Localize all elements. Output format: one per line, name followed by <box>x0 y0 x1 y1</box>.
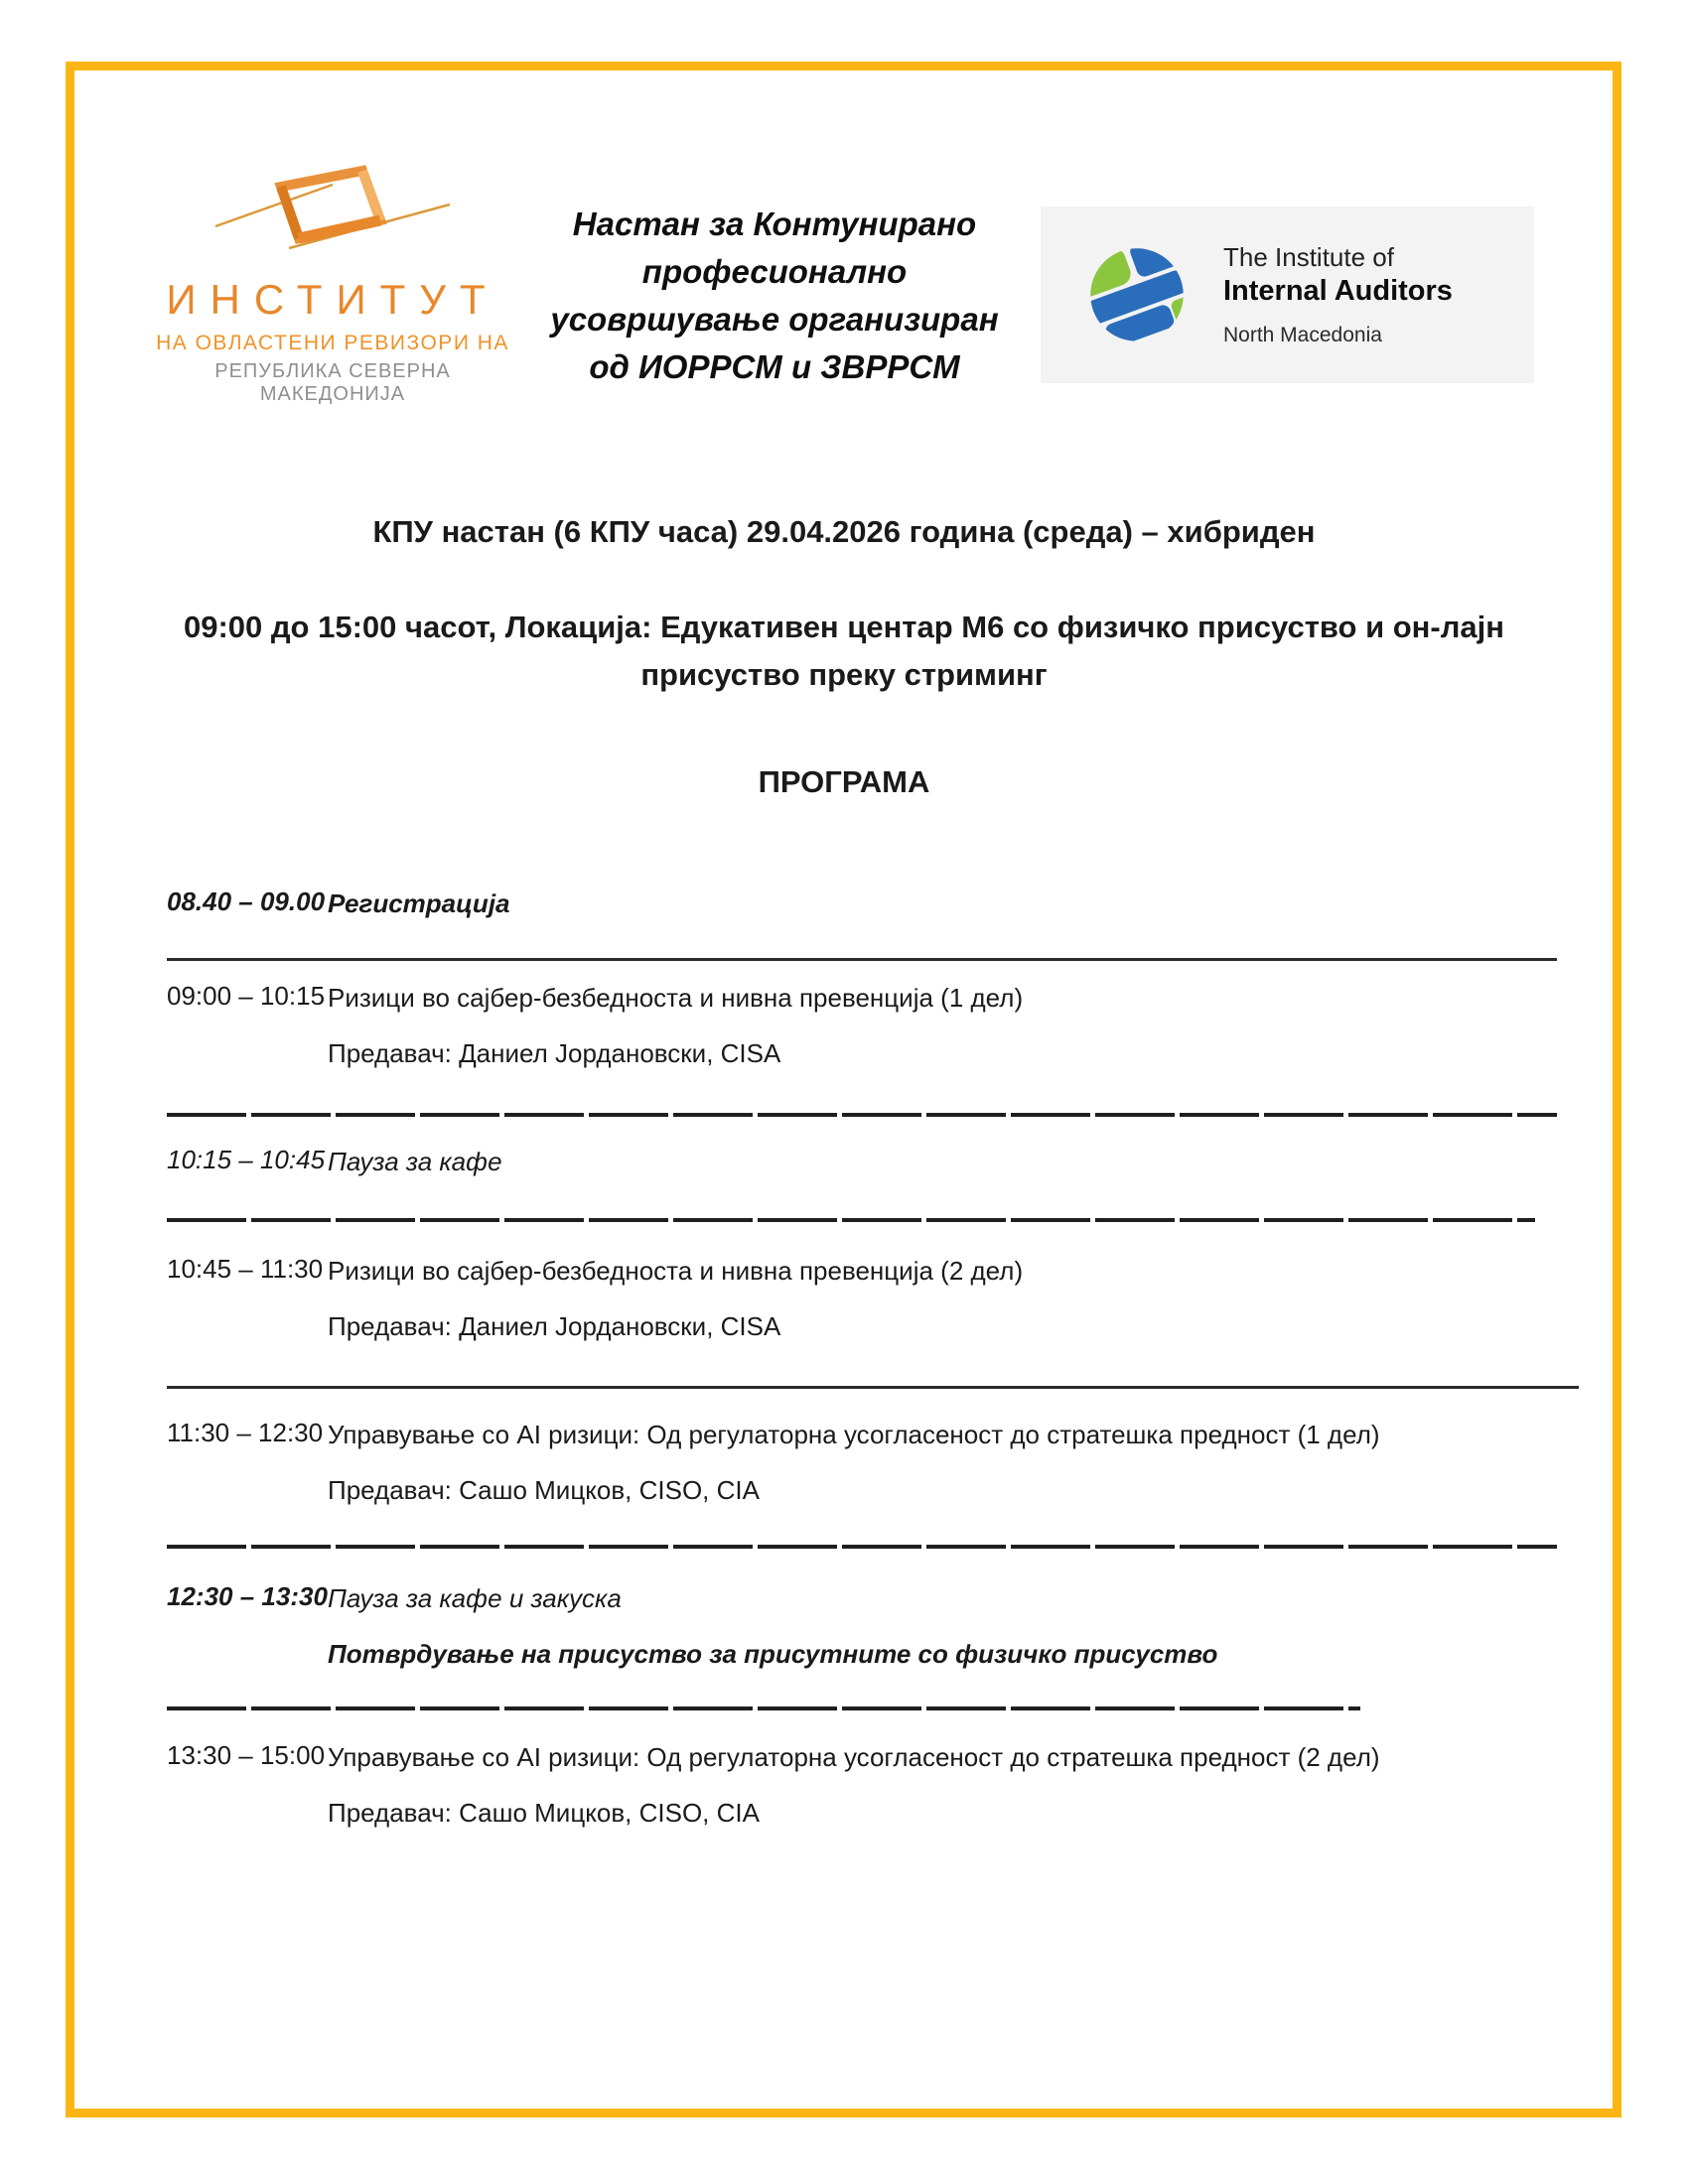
session-title: Пауза за кафе и закуска <box>328 1583 622 1613</box>
event-title: КПУ настан (6 КПУ часа) 29.04.2026 година (среда) – хибриден <box>372 514 1316 549</box>
session-title: Пауза за кафе <box>328 1147 502 1176</box>
institute-logo <box>139 159 526 406</box>
iia-logo-line1: The Institute of <box>1223 242 1394 272</box>
schedule-row <box>167 1740 1579 1830</box>
institute-logo-title: ИНСТИТУТ <box>166 276 499 323</box>
schedule-row <box>167 1581 1579 1671</box>
session-title: Ризици во сајбер-безбедноста и нивна превенција (1 дел) <box>328 983 1024 1013</box>
schedule-row <box>167 1418 1579 1507</box>
time-label: 12:30 – 13:30 <box>167 1581 328 1611</box>
iia-logo <box>1041 206 1534 383</box>
divider <box>167 1545 1557 1549</box>
event-header-line: усовршување организиран <box>550 301 999 338</box>
session-title: Управување со AI ризици: Од регулаторна усогласеност до стратешка предност (2 дел) <box>328 1742 1380 1772</box>
divider <box>167 1113 1557 1117</box>
schedule-row <box>167 1254 1579 1343</box>
session-title: Ризици во сајбер-безбедноста и нивна превенција (2 дел) <box>328 1256 1024 1286</box>
time-label: 13:30 – 15:00 <box>167 1740 326 1770</box>
divider <box>167 1386 1579 1389</box>
divider <box>167 1706 1360 1710</box>
iia-logo-line2: Internal Auditors <box>1223 275 1453 307</box>
event-header-line: Настан за Контунирано <box>572 205 977 242</box>
event-header-line: професионално <box>641 253 908 290</box>
session-note: Потврдување на присуство за присутните со физичко присуство <box>328 1639 1218 1669</box>
divider <box>167 958 1557 961</box>
globe-icon <box>1076 234 1197 355</box>
time-label: 10:45 – 11:30 <box>167 1254 324 1284</box>
session-lecturer: Предавач: Даниел Јордановски, CISA <box>328 1038 781 1068</box>
program-heading: ПРОГРАМА <box>758 764 930 799</box>
iia-logo-line3: North Macedonia <box>1223 324 1382 346</box>
session-lecturer: Предавач: Даниел Јордановски, CISA <box>328 1311 781 1341</box>
event-header-line: од ИОРРСМ и ЗВРРСМ <box>589 348 960 385</box>
schedule-row <box>167 1145 1579 1178</box>
schedule-row <box>167 887 1579 920</box>
schedule-row <box>167 981 1579 1070</box>
time-label: 10:15 – 10:45 <box>167 1145 326 1174</box>
session-title: Регистрација <box>328 888 510 918</box>
event-header-text <box>516 201 1033 391</box>
time-label: 08.40 – 09.00 <box>167 887 326 916</box>
parallelogram-swoosh-icon <box>213 159 452 270</box>
session-lecturer: Предавач: Сашо Мицков, CISO, CIA <box>328 1798 760 1828</box>
institute-logo-subtitle: НА ОВЛАСТЕНИ РЕВИЗОРИ НА <box>156 332 509 354</box>
event-details: 09:00 до 15:00 часот, Локација: Едукативен центар М6 со физичко присуство и он-лајн присуство преку стриминг <box>183 610 1505 692</box>
session-title: Управување со AI ризици: Од регулаторна усогласеност до стратешка предност (1 дел) <box>328 1420 1380 1449</box>
time-label: 09:00 – 10:15 <box>167 981 326 1011</box>
institute-logo-country: РЕПУБЛИКА СЕВЕРНА МАКЕДОНИЈА <box>214 360 451 405</box>
time-label: 11:30 – 12:30 <box>167 1418 324 1447</box>
session-lecturer: Предавач: Сашо Мицков, CISO, CIA <box>328 1475 760 1505</box>
divider <box>167 1218 1535 1222</box>
